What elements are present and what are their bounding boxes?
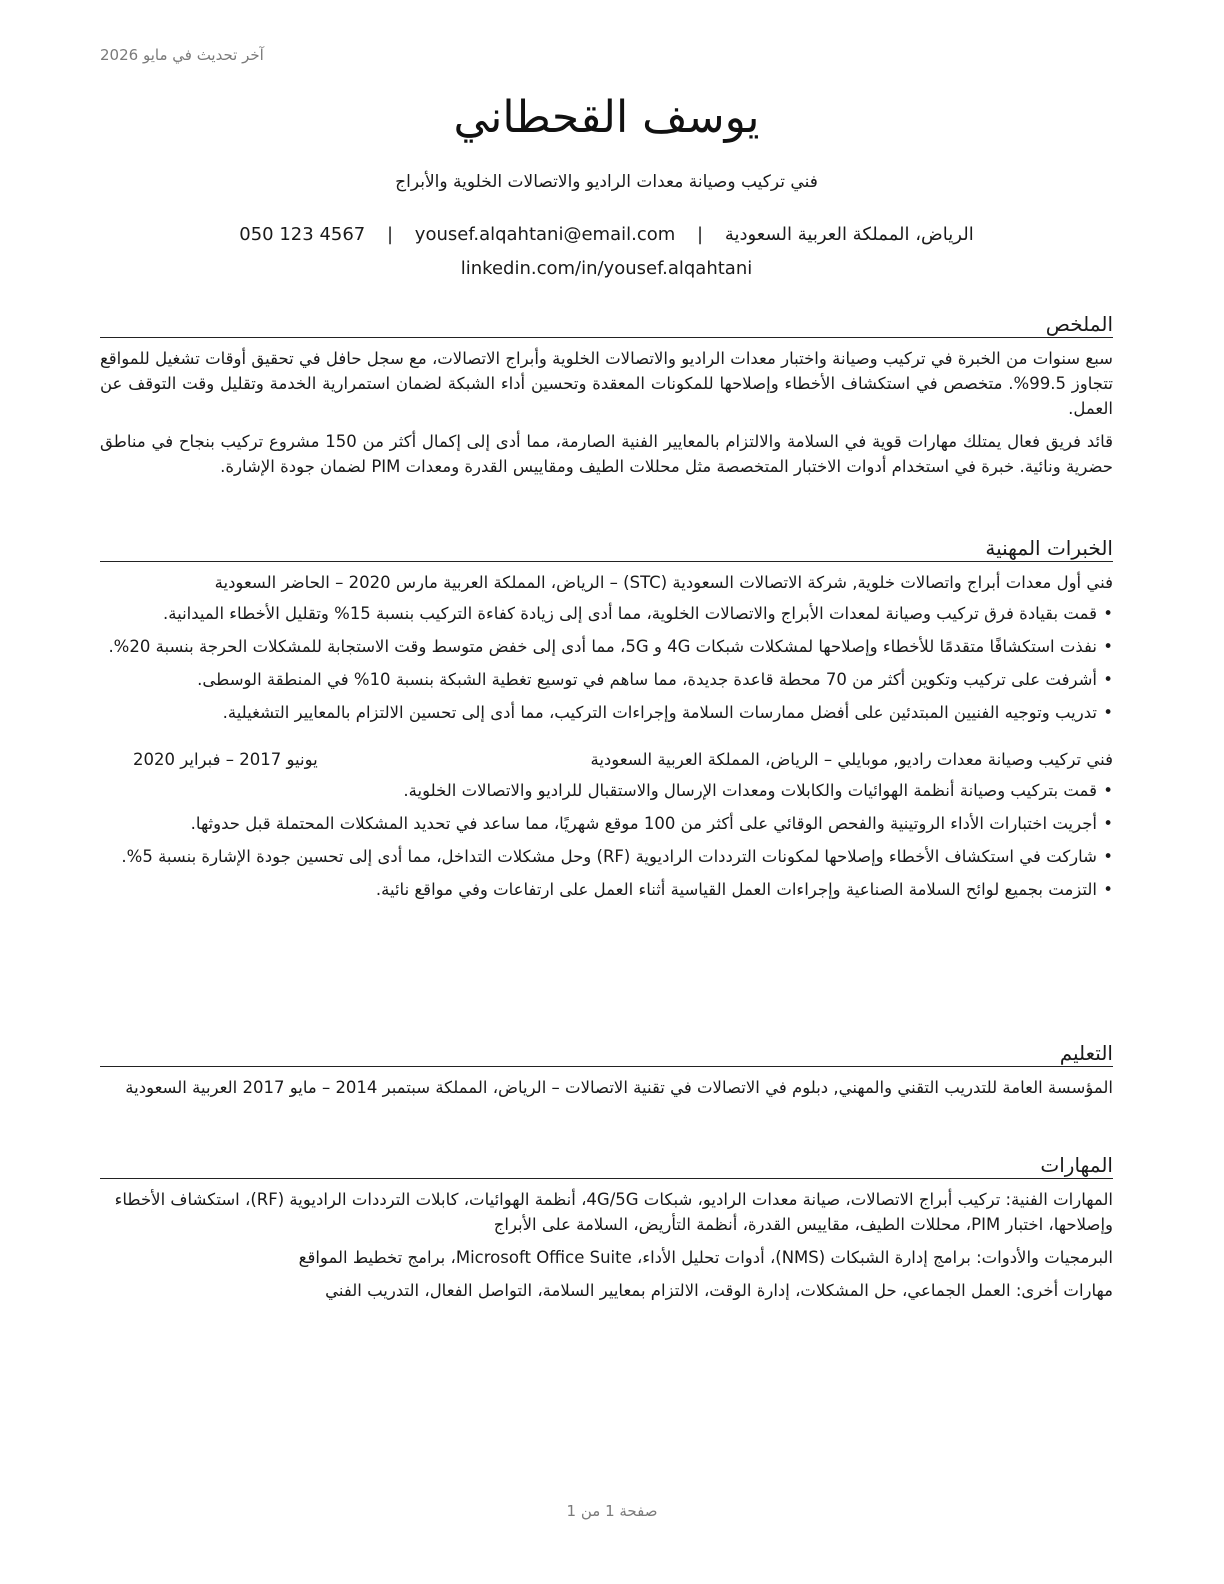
last-updated: آخر تحديث في مايو 2026 xyxy=(100,46,264,64)
summary-paragraph: سبع سنوات من الخبرة في تركيب وصيانة واختبار معدات الراديو والاتصالات الخلوية وأبراج الاتصالات، مع سجل حافل في تحقيق أوقات تشغيل للمواقع تتجاوز 99.5%. متخصص في استكشاف الأخطاء وإصلاحها للمكونات المعقدة وتحسين أداء الشبكة لضمان استمرارية الخدمة وتقليل وقت التوقف عن العمل. xyxy=(100,349,1113,418)
resume-page xyxy=(100,0,1113,1584)
location: الرياض، المملكة العربية السعودية xyxy=(724,224,974,245)
experience-section xyxy=(100,536,1113,910)
candidate-title: فني تركيب وصيانة معدات الراديو والاتصالات الخلوية والأبراج xyxy=(395,172,818,192)
skills-technical: المهارات الفنية: تركيب أبراج الاتصالات، صيانة معدات الراديو، شبكات 4G/5G، أنظمة الهوائيات، كابلات الترددات الراديوية (RF)، استكشاف الأخطاء وإصلاحها، اختبار PIM، محللات الطيف، مقاييس القدرة، أنظمة التأريض، السلامة على الأبراج xyxy=(114,1190,1113,1234)
list-item: • تدريب وتوجيه الفنيين المبتدئين على أفضل ممارسات السلامة وإجراءات التركيب، مما أدى إلى تحسين الالتزام بالمعايير التشغيلية. xyxy=(100,700,1113,725)
list-item: • قمت بقيادة فرق تركيب وصيانة لمعدات الأبراج والاتصالات الخلوية، مما أدى إلى زيادة كفاءة التركيب بنسبة 15% وتقليل الأخطاء الميدانية. xyxy=(100,601,1113,626)
separator: | xyxy=(697,224,704,245)
linkedin-link[interactable]: linkedin.com/in/yousef.alqahtani xyxy=(460,258,753,279)
candidate-name: يوسف القحطاني xyxy=(453,92,760,143)
list-item: • شاركت في استكشاف الأخطاء وإصلاحها لمكونات الترددات الراديوية (RF) وحل مشكلات التداخل، مما أدى إلى تحسين جودة الإشارة بنسبة 5%. xyxy=(100,844,1113,869)
skills-section xyxy=(100,1153,1113,1311)
education-entry: المؤسسة العامة للتدريب التقني والمهني, دبلوم في الاتصالات في تقنية الاتصالات – الرياض، المملكة سبتمبر 2014 – مايو 2017 العربية السعودية xyxy=(125,1078,1113,1097)
job-title-line xyxy=(100,747,1113,772)
skills-other: مهارات أخرى: العمل الجماعي، حل المشكلات، إدارة الوقت، الالتزام بمعايير السلامة، التواصل الفعال، التدريب الفني xyxy=(325,1281,1113,1300)
section-heading-education: التعليم xyxy=(100,1041,1113,1067)
contact-line xyxy=(100,224,1113,245)
job-bullets xyxy=(100,601,1113,725)
list-item: • أجريت اختبارات الأداء الروتينية والفحص الوقائي على أكثر من 100 موقع شهريًا، مما ساعد في تحديد المشكلات المحتملة قبل حدوثها. xyxy=(100,811,1113,836)
section-heading-skills: المهارات xyxy=(100,1153,1113,1179)
list-item: • نفذت استكشافًا متقدمًا للأخطاء وإصلاحها لمشكلات شبكات 4G و 5G، مما أدى إلى خفض متوسط وقت الاستجابة للمشكلات الحرجة بنسبة 20%. xyxy=(100,634,1113,659)
list-item: • قمت بتركيب وصيانة أنظمة الهوائيات والكابلات ومعدات الإرسال والاستقبال للراديو والاتصالات الخلوية. xyxy=(100,778,1113,803)
section-heading-summary: الملخص xyxy=(100,312,1113,338)
job-entry xyxy=(100,747,1113,902)
summary-section xyxy=(100,312,1113,487)
skills-software: البرمجيات والأدوات: برامج إدارة الشبكات (NMS)، أدوات تحليل الأداء، Microsoft Office Suite، برامج تخطيط المواقع xyxy=(298,1248,1113,1267)
list-item: • التزمت بجميع لوائح السلامة الصناعية وإجراءات العمل القياسية أثناء العمل على ارتفاعات وفي مواقع نائية. xyxy=(100,877,1113,902)
summary-paragraph: قائد فريق فعال يمتلك مهارات قوية في السلامة والالتزام بالمعايير الفنية الصارمة، مما أدى إلى إكمال أكثر من 150 مشروع تركيب بنجاح في مناطق حضرية ونائية. خبرة في استخدام أدوات الاختبار المتخصصة مثل محللات الطيف ومقاييس القدرة ومعدات PIM لضمان جودة الإشارة. xyxy=(100,432,1113,476)
email-link[interactable]: yousef.alqahtani@email.com xyxy=(414,224,676,245)
job-position: فني تركيب وصيانة معدات راديو, موبايلي – الرياض، المملكة العربية السعودية xyxy=(590,750,1113,769)
job-bullets xyxy=(100,778,1113,902)
job-entry xyxy=(100,570,1113,725)
job-title-line: فني أول معدات أبراج واتصالات خلوية, شركة الاتصالات السعودية (STC) – الرياض، المملكة العربية مارس 2020 – الحاضر السعودية xyxy=(214,573,1113,592)
list-item: • أشرفت على تركيب وتكوين أكثر من 70 محطة قاعدة جديدة، مما ساهم في توسيع تغطية الشبكة بنسبة 10% في المنطقة الوسطى. xyxy=(100,667,1113,692)
separator: | xyxy=(386,224,394,245)
education-section xyxy=(100,1041,1113,1100)
phone-number: 050 123 4567 xyxy=(239,224,366,245)
section-heading-experience: الخبرات المهنية xyxy=(100,536,1113,562)
job-dates: يونيو 2017 – فبراير 2020 xyxy=(133,750,318,769)
page-number: صفحة 1 من 1 xyxy=(566,1502,658,1520)
